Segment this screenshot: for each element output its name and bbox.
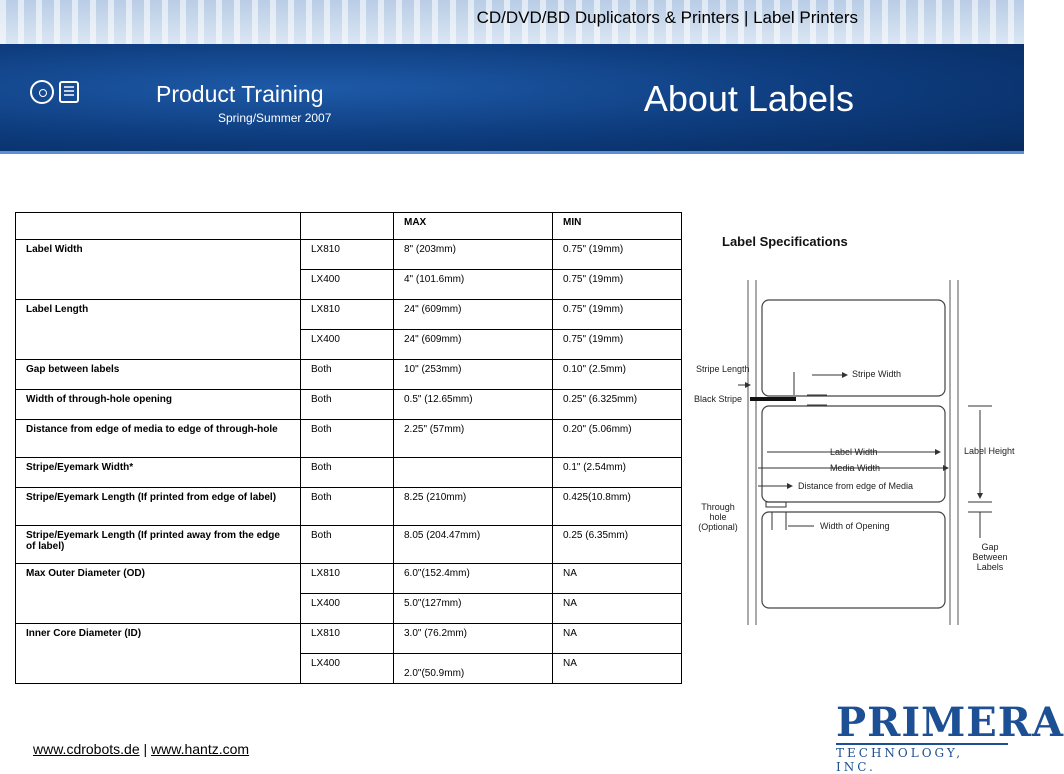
table-row xyxy=(16,270,682,300)
param-cell: Gap between labels xyxy=(16,360,301,390)
table-row xyxy=(16,300,682,330)
model-cell: Both xyxy=(301,526,394,564)
top-title: CD/DVD/BD Duplicators & Printers | Label Printers xyxy=(476,8,858,27)
table-row xyxy=(16,360,682,390)
table-row xyxy=(16,458,682,488)
min-cell: 0.25" (6.325mm) xyxy=(553,390,682,420)
media-width-label: Media Width xyxy=(830,463,881,473)
link-cdrobots[interactable]: www.cdrobots.de xyxy=(33,741,140,757)
through-hole-label: Through hole (Optional) xyxy=(698,502,738,532)
table-row xyxy=(16,594,682,624)
min-cell: 0.75" (19mm) xyxy=(553,300,682,330)
model-cell: Both xyxy=(301,488,394,526)
max-cell: 4" (101.6mm) xyxy=(394,270,553,300)
min-cell: NA xyxy=(553,654,682,684)
spec-table xyxy=(15,212,682,684)
model-cell: LX400 xyxy=(301,330,394,360)
table-row xyxy=(16,624,682,654)
param-cell: Max Outer Diameter (OD) xyxy=(16,564,301,594)
max-cell: 24" (609mm) xyxy=(394,300,553,330)
header-model xyxy=(301,213,394,240)
black-stripe-label: Black Stripe xyxy=(694,394,743,404)
model-cell: LX810 xyxy=(301,240,394,270)
max-cell: 24" (609mm) xyxy=(394,330,553,360)
param-cell: Stripe/Eyemark Length (If printed away from the edge of label) xyxy=(16,526,301,564)
primera-logo xyxy=(836,699,1064,774)
brand-sub: TECHNOLOGY, INC. xyxy=(836,743,1008,774)
label-height-label: Label Height xyxy=(964,446,1015,456)
max-cell: 6.0"(152.4mm) xyxy=(394,564,553,594)
diagram-title: Label Specifications xyxy=(722,234,848,249)
table-row xyxy=(16,526,682,564)
header-param xyxy=(16,213,301,240)
label-width-label: Label Width xyxy=(830,447,878,457)
max-cell: 3.0" (76.2mm) xyxy=(394,624,553,654)
param-cell-cont xyxy=(16,594,301,624)
min-cell: 0.425(10.8mm) xyxy=(553,488,682,526)
printer-icon xyxy=(58,80,80,104)
param-cell-cont xyxy=(16,654,301,684)
max-cell: 2.25" (57mm) xyxy=(394,420,553,458)
label-spec-diagram xyxy=(692,230,1022,630)
model-cell: LX810 xyxy=(301,564,394,594)
max-cell: 5.0"(127mm) xyxy=(394,594,553,624)
param-cell: Label Width xyxy=(16,240,301,270)
max-cell: 8.05 (204.47mm) xyxy=(394,526,553,564)
param-cell: Stripe/Eyemark Length (If printed from edge of label) xyxy=(16,488,301,526)
param-cell: Inner Core Diameter (ID) xyxy=(16,624,301,654)
banner-title: Product Training xyxy=(156,81,324,107)
logo-icons xyxy=(30,80,80,104)
banner-subtitle: Spring/Summer 2007 xyxy=(218,111,332,125)
footer-separator: | xyxy=(143,741,148,757)
stripe-length-label: Stripe Length xyxy=(696,364,750,374)
model-cell: LX400 xyxy=(301,654,394,684)
table-row xyxy=(16,330,682,360)
min-cell: 0.10" (2.5mm) xyxy=(553,360,682,390)
banner xyxy=(0,44,1024,154)
min-cell: NA xyxy=(553,564,682,594)
min-cell: NA xyxy=(553,594,682,624)
min-cell: NA xyxy=(553,624,682,654)
max-cell: 8" (203mm) xyxy=(394,240,553,270)
param-cell: Distance from edge of media to edge of through-hole xyxy=(16,420,301,458)
min-cell: 0.20" (5.06mm) xyxy=(553,420,682,458)
param-cell-cont xyxy=(16,330,301,360)
model-cell: LX810 xyxy=(301,624,394,654)
header-min: MIN xyxy=(553,213,682,240)
disc-icon xyxy=(30,80,54,104)
table-row xyxy=(16,390,682,420)
table-row xyxy=(16,488,682,526)
min-cell: 0.1" (2.54mm) xyxy=(553,458,682,488)
model-cell: LX400 xyxy=(301,594,394,624)
table-row xyxy=(16,420,682,458)
table-row xyxy=(16,564,682,594)
link-hantz[interactable]: www.hantz.com xyxy=(151,741,250,757)
param-cell: Width of through-hole opening xyxy=(16,390,301,420)
gap-between-label: Gap Between Labels xyxy=(972,542,1008,572)
table-row xyxy=(16,654,682,684)
model-cell: Both xyxy=(301,360,394,390)
param-cell: Label Length xyxy=(16,300,301,330)
model-cell: Both xyxy=(301,458,394,488)
header-max: MAX xyxy=(394,213,553,240)
table-row xyxy=(16,240,682,270)
model-cell: LX810 xyxy=(301,300,394,330)
model-cell: LX400 xyxy=(301,270,394,300)
footer-links xyxy=(33,741,249,757)
model-cell: Both xyxy=(301,390,394,420)
param-cell: Stripe/Eyemark Width* xyxy=(16,458,301,488)
width-opening-label: Width of Opening xyxy=(820,521,890,531)
min-cell: 0.25 (6.35mm) xyxy=(553,526,682,564)
max-value: 2.0"(50.9mm) xyxy=(404,668,465,679)
max-cell xyxy=(394,654,553,684)
min-cell: 0.75" (19mm) xyxy=(553,270,682,300)
min-cell: 0.75" (19mm) xyxy=(553,240,682,270)
table-header-row xyxy=(16,213,682,240)
min-cell: 0.75" (19mm) xyxy=(553,330,682,360)
param-cell-cont xyxy=(16,270,301,300)
model-cell: Both xyxy=(301,420,394,458)
stripe-width-label: Stripe Width xyxy=(852,369,902,379)
page-title: About Labels xyxy=(643,78,854,119)
max-cell xyxy=(394,458,553,488)
max-cell: 0.5" (12.65mm) xyxy=(394,390,553,420)
distance-edge-label: Distance from edge of Media xyxy=(798,481,914,491)
max-cell: 8.25 (210mm) xyxy=(394,488,553,526)
brand-name: PRIMERA xyxy=(836,699,1064,746)
top-strip xyxy=(0,0,1024,44)
max-cell: 10" (253mm) xyxy=(394,360,553,390)
